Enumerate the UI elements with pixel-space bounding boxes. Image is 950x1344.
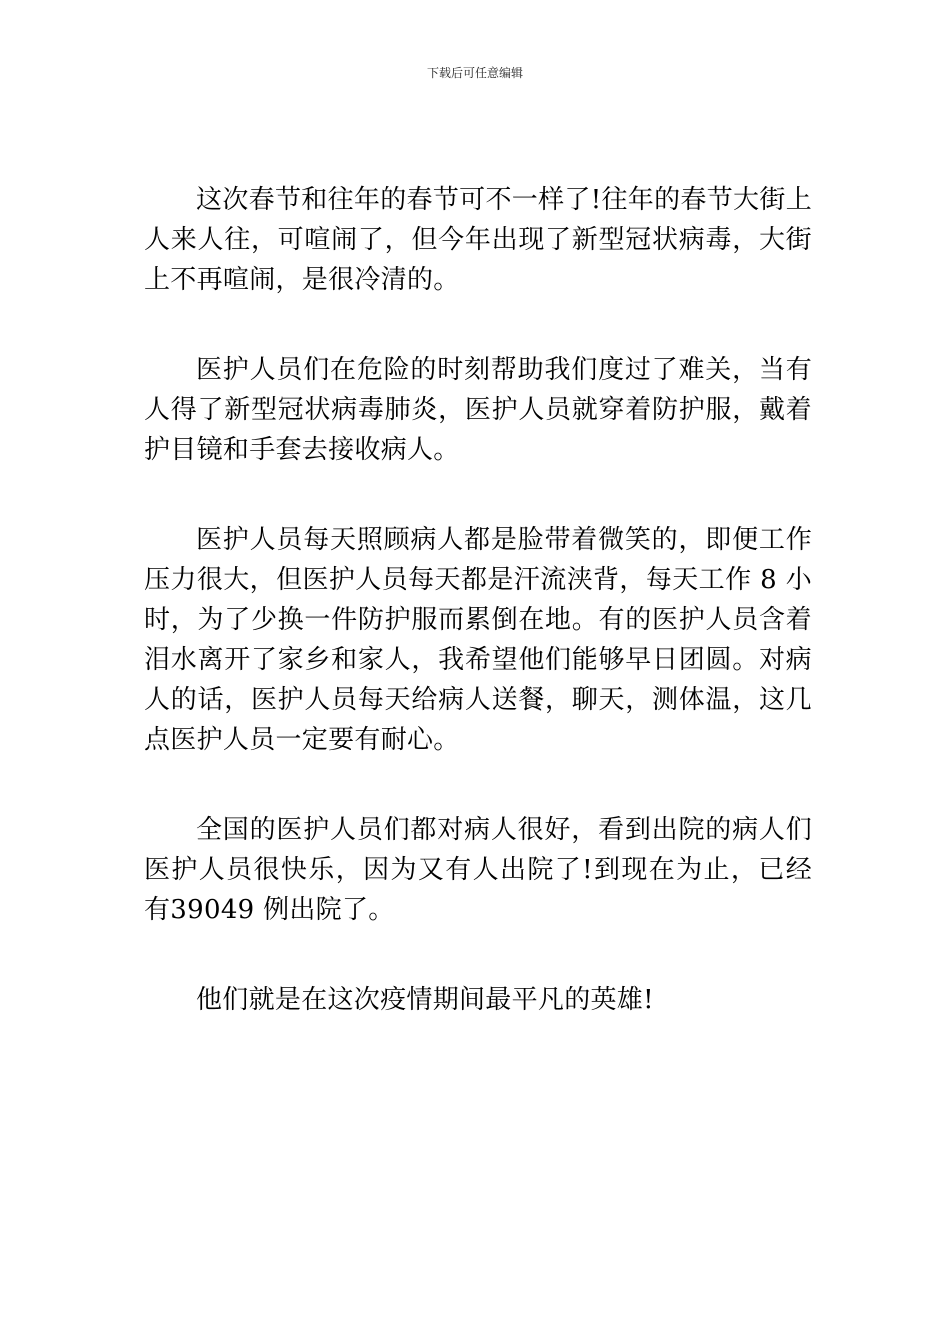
- paragraph-5: 他们就是在这次疫情期间最平凡的英雄!: [196, 985, 654, 1015]
- paragraph-4: 全国的医护人员们都对病人很好，看到出院的病人们医护人员很快乐，因为又有人出院了!到现在为止，已经有39049 例出院了。: [144, 815, 812, 925]
- paragraph-2: 医护人员们在危险的时刻帮助我们度过了难关，当有人得了新型冠状病毒肺炎，医护人员就穿着防护服，戴着护目镜和手套去接收病人。: [144, 355, 812, 465]
- paragraph-3: 医护人员每天照顾病人都是脸带着微笑的，即便工作压力很大，但医护人员每天都是汗流浃背，每天工作 8 小时，为了少换一件防护服而累倒在地。有的医护人员含着泪水离开了家乡和家人，我希望他们能够早日团圆。对病人的话，医护人员每天给病人送餐，聊天，测体温，这几点医护人员一定要有耐心。: [144, 525, 812, 755]
- paragraph-1: 这次春节和往年的春节可不一样了!往年的春节大街上人来人往，可喧闹了，但今年出现了新型冠状病毒，大街上不再喧闹，是很冷清的。: [144, 185, 812, 295]
- document-body: [144, 180, 812, 1070]
- header-note: 下载后可任意编辑: [426, 66, 523, 80]
